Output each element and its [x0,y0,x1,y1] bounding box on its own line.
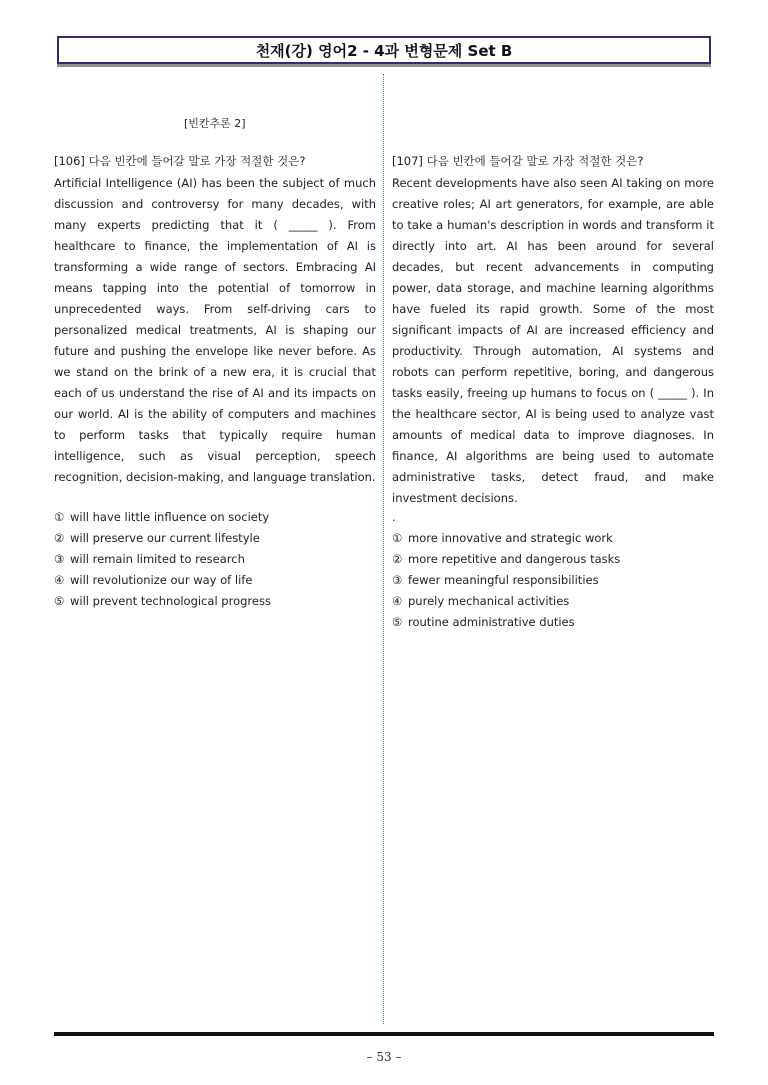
option-number: ① [54,510,65,524]
option-item[interactable] [392,570,714,591]
option-text: more innovative and strategic work [408,531,613,545]
option-text: will revolutionize our way of life [70,573,253,587]
option-number: ③ [392,573,403,587]
option-number: ④ [392,594,403,608]
option-item[interactable] [54,570,376,591]
option-text: will preserve our current lifestyle [70,531,260,545]
question-107-options [392,528,714,633]
option-text: more repetitive and dangerous tasks [408,552,621,566]
option-number: ④ [54,573,65,587]
option-item[interactable] [54,549,376,570]
question-106-options [54,507,376,612]
question-106-header: [106] 다음 빈칸에 들어갈 말로 가장 적절한 것은? [54,154,306,168]
option-item[interactable] [54,507,376,528]
section-tag: [빈칸추론 2] [184,117,246,130]
option-text: will have little influence on society [70,510,270,524]
option-number: ① [392,531,403,545]
option-item[interactable] [392,528,714,549]
option-item[interactable] [54,528,376,549]
option-item[interactable] [392,591,714,612]
page-title-box [57,36,711,64]
page-title: 천재(강) 영어2 - 4과 변형문제 Set B [255,41,513,60]
option-text: will remain limited to research [70,552,245,566]
option-text: fewer meaningful responsibilities [408,573,599,587]
option-text: purely mechanical activities [408,594,570,608]
question-106-passage: Artificial Intelligence (AI) has been the subject of much discussion and controversy for many decades, with many experts predicting that it ( _____ ). From healthcare to finance, the implementation of AI is transforming a wide range of sectors. Embracing AI means tapping into the potential of tomorrow in unprecedented ways. From self-driving cars to personalized medical treatments, AI is shaping our future and pushing the envelope like never before. As we stand on the brink of a new era, it is crucial that each of us understand the rise of AI and its impacts on our world. AI is the ability of computers and machines to perform tasks that typically require human intelligence, such as visual perception, speech recognition, decision-making, and language translation. [54,176,376,484]
option-item[interactable] [54,591,376,612]
option-number: ② [392,552,403,566]
page-number: – 53 – [366,1050,402,1064]
question-107-header: [107] 다음 빈칸에 들어갈 말로 가장 적절한 것은? [392,154,644,168]
trailing-dot: . [392,510,396,524]
footer-rule [54,1032,714,1036]
option-item[interactable] [392,549,714,570]
option-text: will prevent technological progress [70,594,271,608]
question-107-passage: Recent developments have also seen AI taking on more creative roles; AI art generators, for example, are able to take a human's description in words and transform it directly into art. AI has been around for several decades, but recent advancements in computing power, data storage, and machine learning algorithms have fueled its rapid growth. Some of the most significant impacts of AI are increased efficiency and productivity. Through automation, AI systems and robots can perform repetitive, boring, and dangerous tasks easily, freeing up humans to focus on ( _____ ). In the healthcare sector, AI is being used to analyze vast amounts of medical data to improve diagnoses. In finance, AI algorithms are being used to automate administrative tasks, detect fraud, and make investment decisions. [392,176,714,505]
column-divider [383,74,384,1024]
option-text: routine administrative duties [408,615,575,629]
option-number: ⑤ [54,594,65,608]
option-number: ③ [54,552,65,566]
option-number: ② [54,531,65,545]
option-number: ⑤ [392,615,403,629]
option-item[interactable] [392,612,714,633]
